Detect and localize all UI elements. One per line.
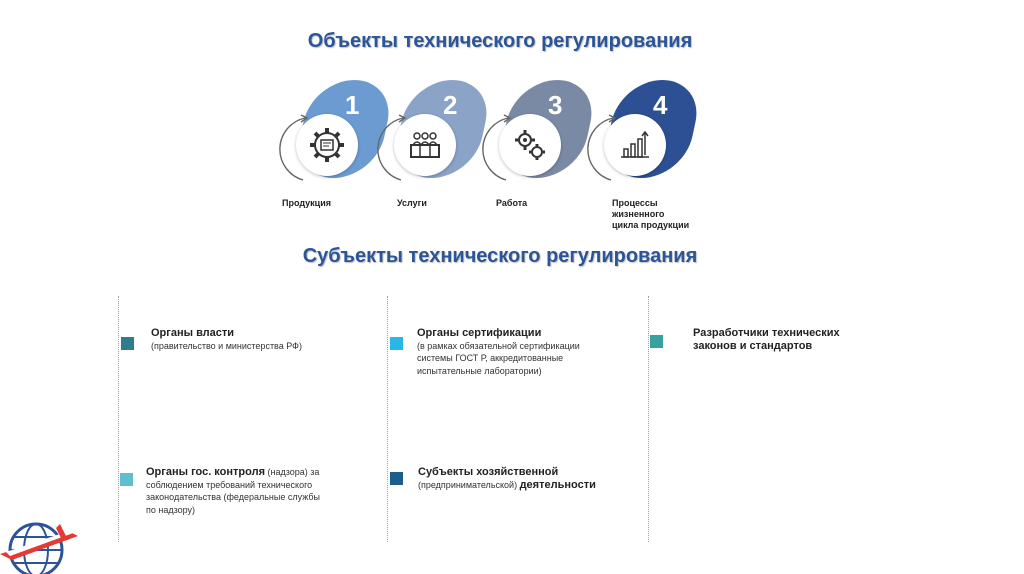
object-card-4 [595,80,705,180]
subject-text: (предпринимательской) [418,479,520,490]
object-label-line: цикла продукции [612,220,690,230]
column-divider [648,296,649,542]
globe-airplane-logo [0,510,82,574]
object-label-3: Работа [496,198,528,208]
growth-chart-icon [604,114,666,176]
object-card-2 [385,80,495,180]
bullet-square [121,337,134,350]
subjects-title: Субъекты технического регулирования [302,245,698,267]
bullet-square [390,472,403,485]
object-label-1: Продукция [282,198,331,208]
subject-item-control [146,466,320,516]
subject-text: (в рамках обязательной сертификации [417,340,580,351]
subject-title-suffix: (надзора) за [265,467,320,477]
subject-text: законодательства (федеральные службы [146,492,320,502]
object-number: 4 [653,90,668,120]
subject-text: по надзору) [146,504,196,515]
object-card-3 [490,80,600,180]
subject-title: Органы сертификации [417,327,542,339]
subject-title: Субъекты хозяйственной [418,466,559,478]
object-number: 2 [443,90,458,120]
objects-title: Объекты технического регулирования [307,30,693,52]
subject-text: соблюдением требований технического [146,479,313,490]
subject-title: Органы гос. контроля [146,466,265,478]
bullet-square [390,337,403,350]
subject-item-certification [417,327,580,377]
object-label-line: жизненного [612,209,665,219]
object-number: 1 [345,90,360,120]
service-counter-icon [394,114,456,176]
gears-icon [499,114,561,176]
subject-text-bold: деятельности [519,478,596,491]
bullet-square [650,335,663,348]
subject-text: (правительство и министерства РФ) [151,340,302,351]
object-number: 3 [548,90,563,120]
object-label-line: Процессы [612,198,658,208]
subject-item-business [418,466,596,491]
subject-item-authorities [151,327,302,352]
subject-title: Разработчики технических [693,327,840,339]
subject-item-developers [693,327,840,352]
column-divider [387,296,388,542]
bullet-square [120,473,133,486]
subject-title: законов и стандартов [693,339,813,352]
subject-text: системы ГОСТ Р, аккредитованные [417,353,564,363]
object-label-4 [612,198,689,231]
column-divider [118,296,119,542]
object-label-2: Услуги [397,198,427,208]
subject-text: испытательные лаборатории) [417,365,542,376]
subject-title: Органы власти [151,327,235,339]
gear-document-icon [296,114,358,176]
